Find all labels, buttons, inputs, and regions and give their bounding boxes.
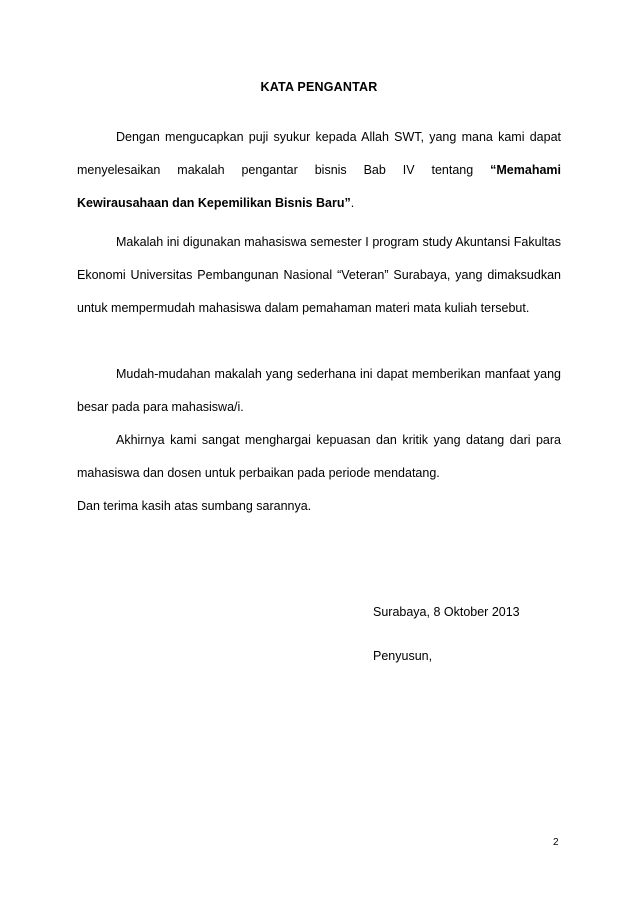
paragraph-opening-end: . <box>350 196 355 210</box>
paragraph-purpose: Makalah ini digunakan mahasiswa semester I program study Akuntansi Fakultas Ekonomi Universitas Pembangunan Nasional “Veteran” Surabaya, yang dimaksudkan untuk mempermudah mahasiswa dalam pemahaman materi mata kuliah tersebut. <box>77 235 561 315</box>
paragraph-opening <box>77 121 561 220</box>
signature-author-label: Penyusun, <box>373 649 433 663</box>
paragraph-hope: Mudah-mudahan makalah yang sederhana ini dapat memberikan manfaat yang besar pada para mahasiswa/i. <box>77 367 561 414</box>
page-title: KATA PENGANTAR <box>260 80 378 94</box>
signature-place-date: Surabaya, 8 Oktober 2013 <box>373 605 520 619</box>
paragraph-closing: Akhirnya kami sangat menghargai kepuasan dan kritik yang datang dari para mahasiswa dan dosen untuk perbaikan pada periode mendatang. <box>77 433 561 480</box>
paragraph-opening-text: Dengan mengucapkan puji syukur kepada Allah SWT, yang mana kami dapat menyelesaikan makalah pengantar bisnis Bab IV tentang <box>77 130 561 177</box>
paragraph-opening-bold-title: “Memahami Kewirausahaan dan Kepemilikan Bisnis Baru” <box>77 163 561 210</box>
page-number: 2 <box>553 837 559 848</box>
paragraph-thanks: Dan terima kasih atas sumbang sarannya. <box>77 499 312 513</box>
